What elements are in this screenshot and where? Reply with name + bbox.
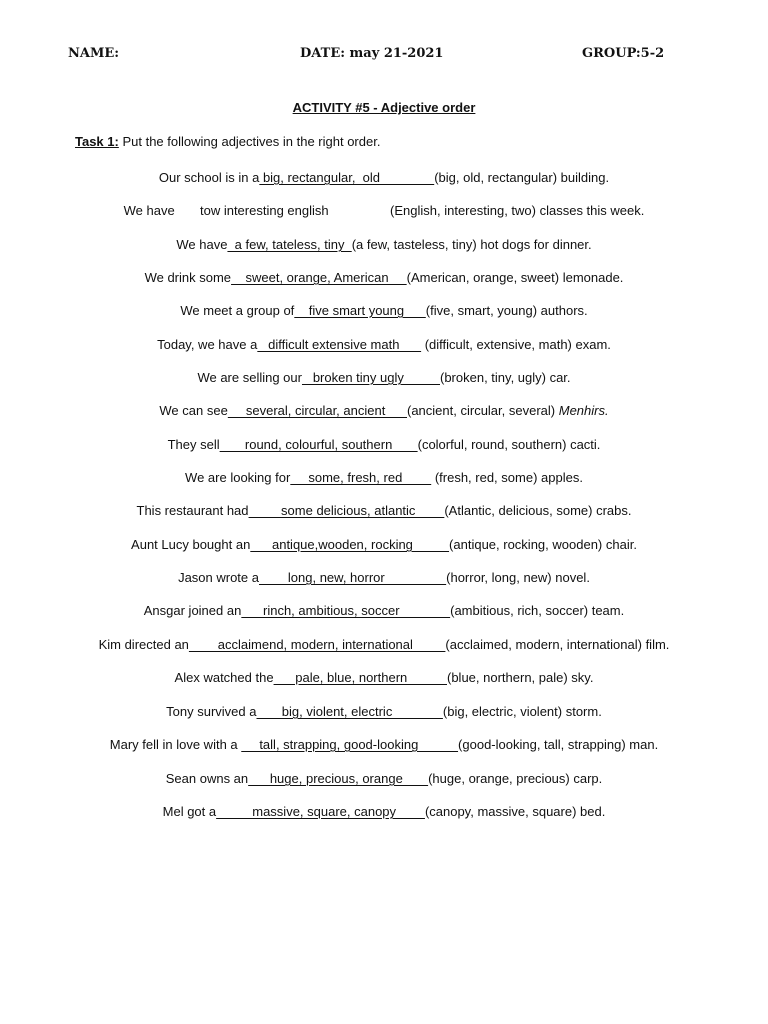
row-answer[interactable]: pale, blue, northern [273,670,447,685]
row-hint: (canopy, massive, square) bed. [424,804,606,819]
exercise-row [0,237,768,252]
row-hint: (Atlantic, delicious, some) crabs. [444,503,632,518]
row-hint: (difficult, extensive, math) exam. [421,337,611,352]
row-answer[interactable]: acclaimend, modern, international [188,637,446,652]
exercise-row [0,537,768,552]
row-prompt: Mary fell in love with a [109,737,242,752]
row-answer[interactable]: long, new, horror [259,570,447,585]
row-hint: (good-looking, tall, strapping) man. [458,737,659,752]
row-hint: (broken, tiny, ugly) car. [440,370,571,385]
row-hint: (English, interesting, two) classes this week. [390,203,645,218]
task-text: Put the following adjectives in the right order. [118,134,381,149]
row-prompt: Alex watched the [174,670,274,685]
exercise-row [0,670,768,685]
exercise-row [0,570,768,585]
activity-title: ACTIVITY #5 - Adjective order [292,100,476,115]
row-answer[interactable]: huge, precious, orange [248,771,429,786]
exercise-row [0,270,768,285]
row-prompt: We have [176,237,228,252]
row-prompt: Sean owns an [165,771,249,786]
exercise-row [0,403,768,418]
row-hint: (a few, tasteless, tiny) hot dogs for dinner. [351,237,592,252]
row-prompt: Our school is in a [158,170,260,185]
row-answer[interactable]: massive, square, canopy [216,804,425,819]
row-answer[interactable]: big, rectangular, old [259,170,435,185]
exercise-row [0,503,768,518]
row-answer[interactable]: round, colourful, southern [219,437,418,452]
row-answer[interactable]: difficult extensive math [257,337,422,352]
row-hint: (American, orange, sweet) lemonade. [406,270,624,285]
row-answer[interactable]: several, circular, ancient [227,403,407,418]
row-prompt: We drink some [144,270,232,285]
row-hint: (fresh, red, some) apples. [431,470,583,485]
row-prompt: They sell [167,437,220,452]
exercise-row [0,771,768,786]
exercise-row [0,704,768,719]
row-hint: (ancient, circular, several) [407,403,559,418]
exercise-row [0,303,768,318]
date-label: DATE: may 21-2021 [300,46,444,61]
exercise-row [0,603,768,618]
row-prompt: Mel got a [162,804,217,819]
row-prompt: Kim directed an [98,637,189,652]
row-answer[interactable]: rinch, ambitious, soccer [241,603,451,618]
exercise-row [0,637,768,652]
row-answer[interactable]: tow interesting english [196,203,391,218]
exercise-row [0,170,768,185]
task-instruction [75,134,380,149]
exercise-row [0,737,768,752]
row-hint: (colorful, round, southern) cacti. [417,437,601,452]
row-prompt: Aunt Lucy bought an [131,537,251,552]
row-note: Menhirs. [558,403,609,418]
row-answer[interactable]: antique,wooden, rocking [250,537,450,552]
exercise-row [0,337,768,352]
exercise-row [0,437,768,452]
group-label: GROUP:5-2 [582,46,665,61]
row-answer[interactable]: big, violent, electric [256,704,443,719]
row-prompt: We have [123,203,197,218]
exercise-row [0,470,768,485]
row-hint: (blue, northern, pale) sky. [447,670,594,685]
row-hint: (ambitious, rich, soccer) team. [450,603,625,618]
row-answer[interactable]: some delicious, atlantic [248,503,445,518]
exercise-row [0,203,768,218]
row-answer[interactable]: five smart young [294,303,426,318]
name-label: NAME: [68,46,120,61]
row-answer[interactable]: broken tiny ugly [301,370,440,385]
row-prompt: We are looking for [185,470,291,485]
row-answer[interactable]: sweet, orange, American [231,270,407,285]
row-hint: (five, smart, young) authors. [425,303,588,318]
exercise-row [0,804,768,819]
row-hint: (horror, long, new) novel. [446,570,590,585]
row-prompt: We meet a group of [180,303,295,318]
row-prompt: Ansgar joined an [143,603,242,618]
row-hint: (big, old, rectangular) building. [434,170,610,185]
exercise-row [0,370,768,385]
row-prompt: We are selling our [197,370,302,385]
row-answer[interactable]: a few, tateless, tiny [227,237,352,252]
row-prompt: We can see [159,403,228,418]
row-hint: (huge, orange, precious) carp. [428,771,603,786]
row-prompt: Today, we have a [157,337,258,352]
row-prompt: Tony survived a [166,704,257,719]
row-hint: (big, electric, violent) storm. [442,704,602,719]
row-answer[interactable]: some, fresh, red [290,470,432,485]
row-hint: (antique, rocking, wooden) chair. [449,537,637,552]
row-prompt: Jason wrote a [178,570,259,585]
row-answer[interactable]: tall, strapping, good-looking [241,737,459,752]
row-prompt: This restaurant had [136,503,249,518]
row-hint: (acclaimed, modern, international) film. [445,637,670,652]
task-label: Task 1: [75,134,119,149]
